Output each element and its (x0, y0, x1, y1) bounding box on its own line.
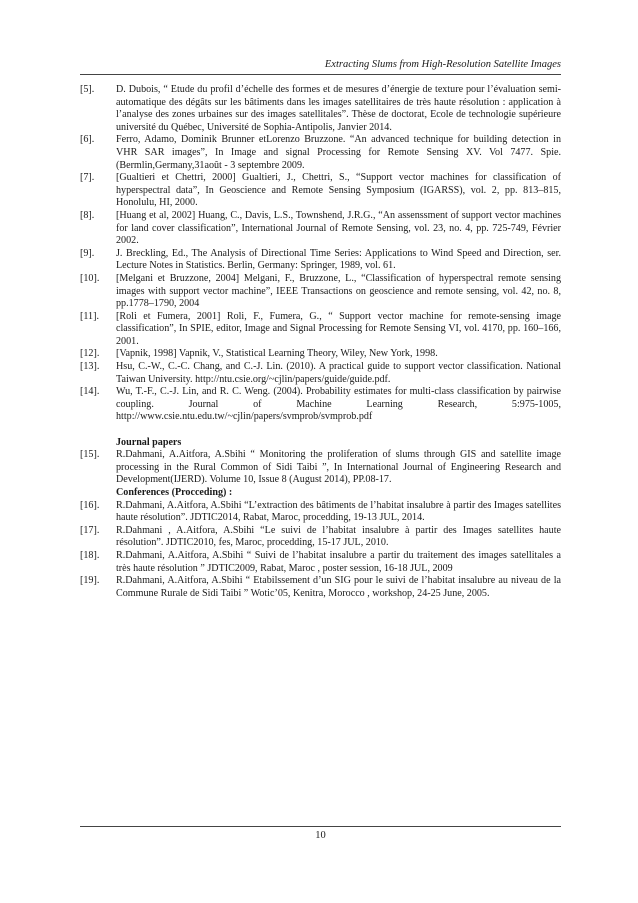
reference-text: R.Dahmani, A.Aitfora, A.Sbihi “ Monitoring the proliferation of slums through GIS and satellite image processing in the Rural Common of Sidi Taibi ”, In International Journal of Engineering Research and Development(IJERD). Volume 10, Issue 8 (August 2014), PP.08-17. (116, 449, 561, 486)
reference-text: [Vapnik, 1998] Vapnik, V., Statistical Learning Theory, Wiley, New York, 1998. (116, 348, 438, 360)
reference-text: R.Dahmani, A.Aitfora, A.Sbihi “ Etabilssement d’un SIG pour le suivi de l’habitat insalubre au niveau de la Commune Rurale de Sidi Taibi ” Wotic’05, Kenitra, Morocco , workshop, 24-25 June, 2005. (116, 575, 561, 599)
reference-item (80, 172, 561, 210)
reference-number: [11]. (80, 310, 99, 322)
section-spacer (80, 424, 561, 437)
reference-item (80, 311, 561, 349)
reference-item (80, 348, 561, 361)
reference-item (80, 273, 561, 311)
reference-number: [19]. (80, 575, 100, 587)
reference-text: Wu, T.-F., C.-J. Lin, and R. C. Weng. (2004). Probability estimates for multi-class classification by pairwise coupling. Journal of Machine Learning Research, 5:975-1005, http://www.csie.ntu.edu.tw/~cjlin/papers/svmprob/svmprob.pdf (116, 386, 561, 423)
conferences-heading: Conferences (Procceding) : (116, 487, 233, 498)
reference-text: J. Breckling, Ed., The Analysis of Directional Time Series: Applications to Wind Speed and Direction, ser. Lecture Notes in Statistics. Berlin, Germany: Springer, 1989, vol. 61. (116, 247, 561, 272)
reference-number: [14]. (80, 386, 100, 398)
reference-text: [Gualtieri et Chettri, 2000] Gualtieri, J., Chettri, S., “Support vector machines for classification of hyperspectral data”, In Geoscience and Remote Sensing Symposium (IGARSS), vol. 2, pp. 813–815, Honolulu, HI, 2000. (116, 172, 561, 209)
reference-list (80, 84, 561, 600)
journal-papers-heading: Journal papers (116, 436, 182, 448)
reference-text: Hsu, C.-W., C.-C. Chang, and C.-J. Lin. (2010). A practical guide to support vector classification. National Taiwan University. http://ntu.csie.org/~cjlin/papers/guide/guide.pdf. (116, 361, 561, 385)
reference-text: [Roli et Fumera, 2001] Roli, F., Fumera, G., “ Support vector machine for remote-sensing image classification”, In SPIE, editor, Image and Signal Processing for Remote Sensing VI, vol. 4170, pp. 160–166, 2001. (116, 310, 561, 347)
reference-text: [Huang et al, 2002] Huang, C., Davis, L.S., Townshend, J.R.G., “An assenssment of support vector machines for land cover classification”, International Journal of Remote Sensing, vol. 23, no. 4, pp. 725-749, Février 2002. (116, 209, 561, 247)
reference-text: Ferro, Adamo, Dominik Brunner etLorenzo Bruzzone. “An advanced technique for building detection in VHR SAR images”, In Image and signal Processing for Remote Sensing XV. Vol 7477. Spie.(Bermlin,Germany,31août - 3 septembre 2009. (116, 134, 561, 171)
reference-text: R.Dahmani, A.Aitfora, A.Sbihi “ Suivi de l’habitat insalubre a partir du traitement des images satellitales a très haute résolution ” JDTIC2009, Rabat, Maroc , poster session, 16-18 JUL, 2009 (116, 549, 561, 574)
reference-number: [9]. (80, 247, 95, 259)
reference-item (80, 210, 561, 248)
reference-item (80, 525, 561, 550)
reference-number: [5]. (80, 84, 95, 95)
reference-number: [18]. (80, 549, 100, 561)
reference-number: [12]. (80, 348, 100, 360)
reference-item (80, 248, 561, 273)
reference-item (80, 575, 561, 600)
reference-number: [7]. (80, 172, 95, 184)
reference-item (80, 500, 561, 525)
reference-number: [6]. (80, 134, 95, 146)
page-number: 10 (315, 830, 326, 841)
reference-number: [17]. (80, 524, 100, 536)
footer-rule (80, 826, 561, 827)
reference-item (80, 386, 561, 424)
reference-text: D. Dubois, “ Etude du profil d’échelle des formes et de mesures d’énergie de texture pour l’évaluation semi-automatique des dégâts sur les bâtiments dans les images satellitaires de très haute résolution : application à l’analyse des zones urbaines sur des images satellitales”. Thèse de doctorat, Ecole de technologie supérieure université du Québec, Université de Sophia-Antipolis, Janvier 2014. (116, 84, 561, 133)
reference-number: [15]. (80, 449, 100, 461)
reference-text: R.Dahmani, A.Aitfora, A.Sbihi “L’extraction des bâtiments de l’habitat insalubre à partir des Images satellites haute résolution”. JDTIC2014, Rabat, Maroc, procedding, 19-13 JUL, 2014. (116, 499, 561, 524)
reference-number: [10]. (80, 272, 100, 284)
reference-item (80, 361, 561, 386)
reference-text: R.Dahmani , A.Aitfora, A.Sbihi “Le suivi de l’habitat insalubre à partir des Images satellites haute résolution”. JDTIC2010, fes, Maroc, procedding, 15-17 JUL, 2010. (116, 524, 561, 549)
reference-number: [8]. (80, 209, 95, 221)
reference-item (80, 134, 561, 172)
header-rule (80, 74, 561, 75)
reference-item (80, 84, 561, 134)
reference-number: [13]. (80, 361, 100, 373)
reference-text: [Melgani et Bruzzone, 2004] Melgani, F., Bruzzone, L., “Classification of hyperspectral remote sensing images with support vector machine”, IEEE Transactions on geoscience and remote sensing, vol. 42, no. 8, pp.1778–1790, 2004 (116, 272, 561, 310)
reference-number: [16]. (80, 499, 100, 511)
reference-item (80, 550, 561, 575)
reference-item (80, 449, 561, 487)
running-title: Extracting Slums from High-Resolution Satellite Images (324, 59, 561, 70)
